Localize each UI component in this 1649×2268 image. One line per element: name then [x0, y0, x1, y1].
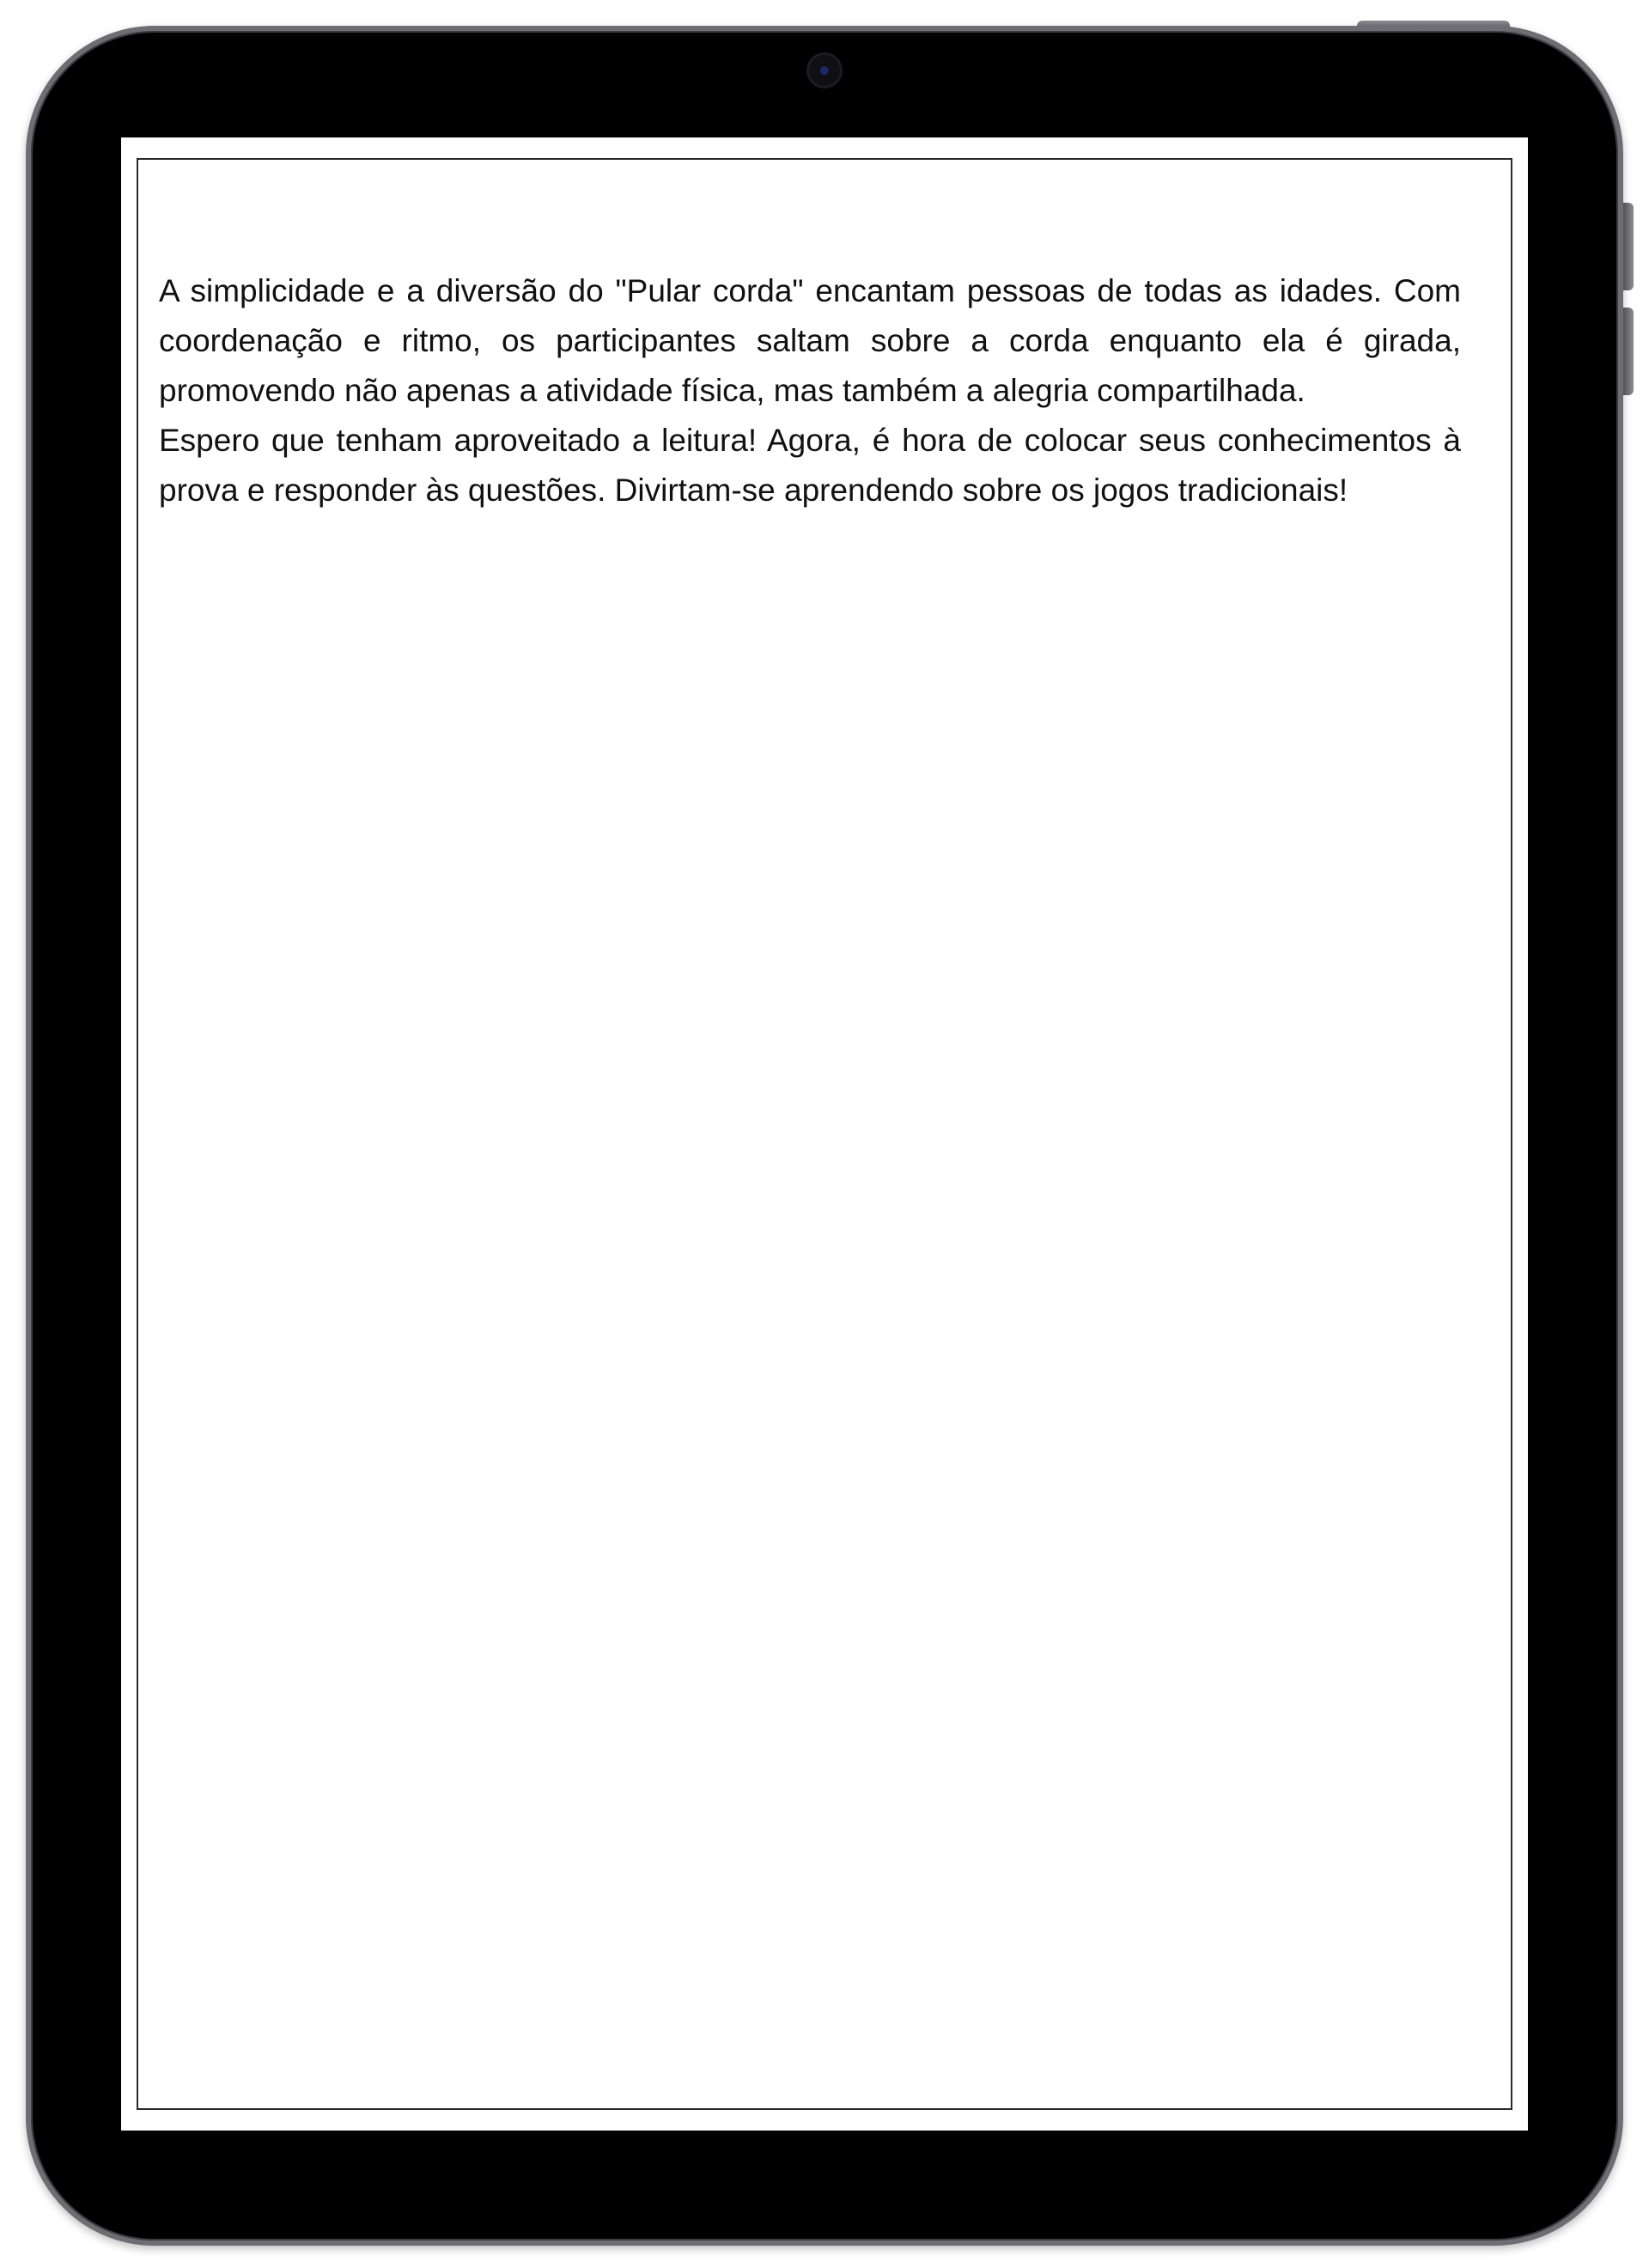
front-camera-icon [809, 55, 840, 86]
tablet-screen [121, 137, 1528, 2131]
volume-down-button [1622, 308, 1634, 395]
paragraph-closing: Espero que tenham aproveitado a leitura! Agora, é hora de colocar seus conhecimentos à prova e responder às questões. Divirtam-se aprendendo sobre os jogos tradicionais! [159, 423, 1461, 508]
volume-up-button [1622, 203, 1634, 290]
paragraph-pular-corda: A simplicidade e a diversão do "Pular corda" encantam pessoas de todas as idades. Com coordenação e ritmo, os participantes saltam sobre a corda enquanto ela é girada, promovendo não apenas a atividade física, mas também a alegria compartilhada. [159, 273, 1461, 408]
reading-text [159, 266, 1461, 515]
